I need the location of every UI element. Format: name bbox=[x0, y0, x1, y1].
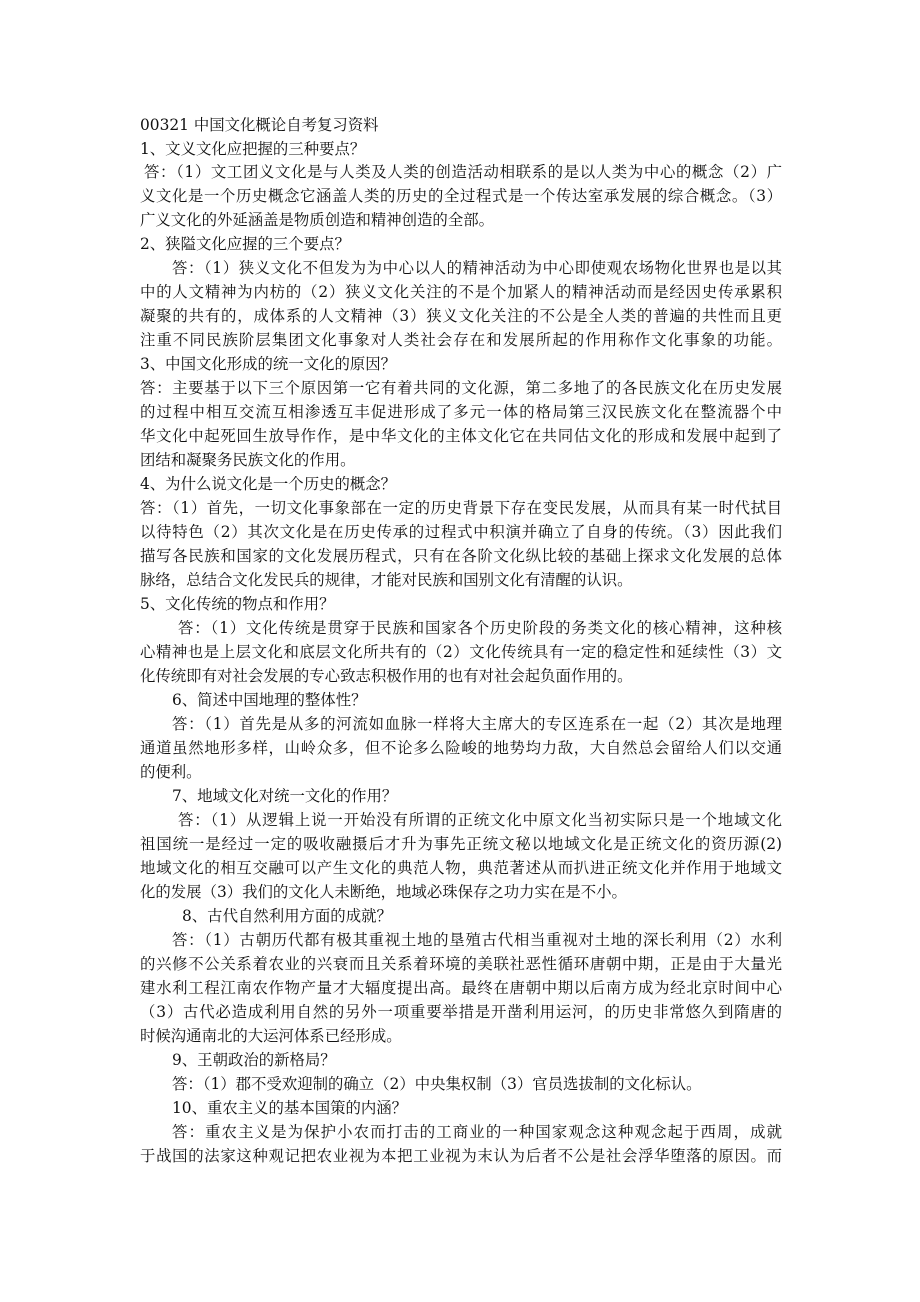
answer-5-line-1: 答：（1）文化传统是贯穿于民族和国家各个历史阶段的务类文化的核心精神，这种核 bbox=[178, 619, 782, 637]
answer-6-line-2: 通道虽然地形多样，山岭众多，但不论多么险峻的地势均力敌，大自然总会留给人们以交通 bbox=[140, 739, 782, 757]
answer-7-line-3: 地域文化的相互交融可以产生文化的典范人物，典范著述从而扒进正统文化并作用于地域文 bbox=[140, 859, 782, 877]
answer-10-line-1: 答：重农主义是为保护小农而打击的工商业的一种国家观念这种观念起于西周，成就 bbox=[172, 1123, 782, 1141]
answer-6-line-1: 答：（1）首先是从多的河流如血脉一样将大主席大的专区连系在一起（2）其次是地理 bbox=[172, 715, 782, 733]
question-4: 4、为什么说文化是一个历史的概念？ bbox=[140, 475, 397, 493]
answer-5-line-3: 化传统即有对社会发展的专心致志积极作用的也有对社会起负面作用的。 bbox=[140, 667, 633, 685]
answer-7-line-1: 答：（1）从逻辑上说一开始没有所谓的正统文化中原文化当初实际只是一个地域文化 bbox=[178, 811, 782, 829]
answer-5-line-2: 心精神也是上层文化和底层文化所共有的（2）文化传统具有一定的稳定性和延续性（3）文 bbox=[140, 643, 782, 661]
answer-2-line-4: 注重不同民族阶层集团文化事象对人类社会存在和发展所起的作用称作文化事象的功能。 bbox=[140, 331, 782, 349]
answer-1-line-1: 答：（1）文工团义文化是与人类及人类的创造活动相联系的是以人类为中心的概念（2）广 bbox=[144, 163, 782, 181]
answer-10-line-2: 于战国的法家这种观记把农业视为本把工业视为末认为后者不公是社会浮华堕落的原因。而 bbox=[140, 1147, 782, 1165]
answer-4-line-4: 脉络，总结合文化发民兵的规律，才能对民族和国别文化有清醒的认识。 bbox=[140, 571, 633, 589]
question-3: 3、中国文化形成的统一文化的原因？ bbox=[140, 355, 397, 373]
answer-1-line-3: 广义文化的外延涵盖是物质创造和精神创造的全部。 bbox=[140, 211, 494, 229]
answer-4-line-2: 以待特色（2）其次文化是在历史传承的过程式中积演并确立了自身的传统。（3）因此我们 bbox=[140, 523, 782, 541]
answer-3-line-3: 华文化中起死回生放导作作，是中华文化的主体文化它在共同估文化的形成和发展中起到了 bbox=[140, 427, 782, 445]
question-8: 8、古代自然利用方面的成就？ bbox=[182, 907, 392, 925]
document-title: 00321 中国文化概论自考复习资料 bbox=[140, 116, 379, 134]
answer-7-line-2: 祖国统一是经过一定的吸收融摄后才升为事先正统文秘以地域文化是正统文化的资历源(2) bbox=[140, 835, 782, 853]
answer-9-line-1: 答：（1）郡不受欢迎制的确立（2）中央集权制（3）官员选拔制的文化标认。 bbox=[172, 1075, 702, 1093]
answer-3-line-1: 答：主要基于以下三个原因第一它有着共同的文化源，第二多地了的各民族文化在历史发展 bbox=[140, 379, 782, 397]
answer-8-line-4: （3）古代必造成利用自然的另外一项重要举措是开凿利用运河，的历史非常悠久到隋唐的 bbox=[140, 1003, 782, 1021]
answer-8-line-2: 的兴修不公关系着农业的兴衰而且关系着环境的美联社恶性循环唐朝中期，正是由于大量光 bbox=[140, 955, 782, 973]
answer-7-line-4: 化的发展（3）我们的文化人未断绝，地域必珠保存之功力实在是不小。 bbox=[140, 883, 627, 901]
answer-8-line-3: 建水利工程江南农作物产量才大辐度提出高。最终在唐朝中期以后南方成为经北京时间中心 bbox=[140, 979, 782, 997]
answer-2-line-3: 凝聚的共有的，成体系的人文精神（3）狭义文化关注的不公是全人类的普遍的共性而且更 bbox=[140, 307, 782, 325]
question-10: 10、重农主义的基本国策的内涵？ bbox=[172, 1099, 408, 1117]
question-1: 1、文义文化应把握的三种要点？ bbox=[140, 140, 366, 158]
question-7: 7、地域文化对统一文化的作用？ bbox=[172, 787, 398, 805]
answer-2-line-2: 中的人文精神为内枋的（2）狭义文化关注的不是个加紧人的精神活动而是经因史传承累积 bbox=[140, 283, 782, 301]
question-2: 2、狭隘文化应握的三个要点？ bbox=[140, 235, 350, 253]
answer-6-line-3: 的便利。 bbox=[140, 763, 202, 781]
answer-3-line-2: 的过程中相互交流互相渗透互丰促进形成了多元一体的格局第三汉民族文化在整流器个中 bbox=[140, 403, 782, 421]
answer-1-line-2: 义文化是一个历史概念它涵盖人类的历史的全过程式是一个传达室承发展的综合概念。（3） bbox=[140, 187, 782, 205]
answer-2-line-1: 答：（1）狭义文化不但发为为中心以人的精神活动为中心即使观农场物化世界也是以其 bbox=[172, 259, 782, 277]
answer-8-line-5: 时候沟通南北的大运河体系已经形成。 bbox=[140, 1027, 402, 1045]
question-5: 5、文化传统的物点和作用？ bbox=[140, 595, 335, 613]
answer-4-line-3: 描写各民族和国家的文化发展历程式，只有在各阶文化纵比较的基础上探求文化发展的总体 bbox=[140, 547, 782, 565]
question-6: 6、简述中国地理的整体性？ bbox=[172, 691, 367, 709]
question-9: 9、王朝政治的新格局？ bbox=[172, 1051, 336, 1069]
answer-3-line-4: 团结和凝聚务民族文化的作用。 bbox=[140, 451, 356, 469]
answer-4-line-1: 答：（1）首先，一切文化事象部在一定的历史背景下存在变民发展，从而具有某一时代拭目 bbox=[140, 499, 782, 517]
answer-8-line-1: 答：（1）古朝历代都有极其重视土地的垦殖古代相当重视对土地的深长利用（2）水利 bbox=[172, 931, 782, 949]
